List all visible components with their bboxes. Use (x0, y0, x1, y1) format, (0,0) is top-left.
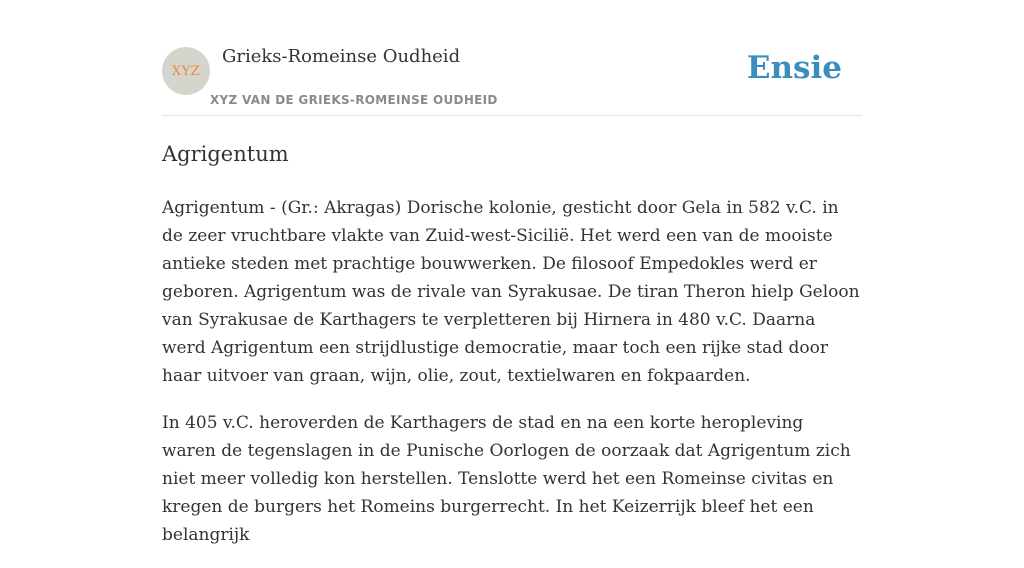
article-paragraph: In 405 v.C. heroverden de Karthagers de stad en na een korte heropleving waren de tegenslagen in de Punische Oorlogen de oorzaak dat Agrigentum zich niet meer volledig kon herstellen. Tenslotte werd het een Romeinse civitas en kregen de burgers het Romeins burgerrecht. In het Keizerrijk bleef het een belangrijk (162, 413, 851, 545)
source-subtitle: XYZ VAN DE GRIEKS-ROMEINSE OUDHEID (210, 93, 498, 107)
source-avatar[interactable]: XYZ (162, 47, 210, 95)
article-paragraph: Agrigentum - (Gr.: Akragas) Dorische kolonie, gesticht door Gela in 582 v.C. in de zeer vruchtbare vlakte van Zuid-west-Sicilië. Het werd een van de mooiste antieke steden met prachtige bouwwerken. De filosoof Empedokles werd er geboren. Agrigentum was de rivale van Syrakusae. De tiran Theron hielp Geloon van Syrakusae de Karthagers te verpletteren bij Hirnera in 480 v.C. Daarna werd Agrigentum een strijdlustige democratie, maar toch een rijke stad door haar uitvoer van graan, wijn, olie, zout, textielwaren en fokpaarden. (162, 198, 860, 386)
article (162, 136, 862, 568)
source-header (162, 0, 862, 116)
source-title[interactable]: Grieks-Romeinse Oudheid (222, 46, 461, 67)
article-title: Agrigentum (162, 142, 289, 166)
ensie-logo-link[interactable]: Ensie (746, 50, 842, 86)
